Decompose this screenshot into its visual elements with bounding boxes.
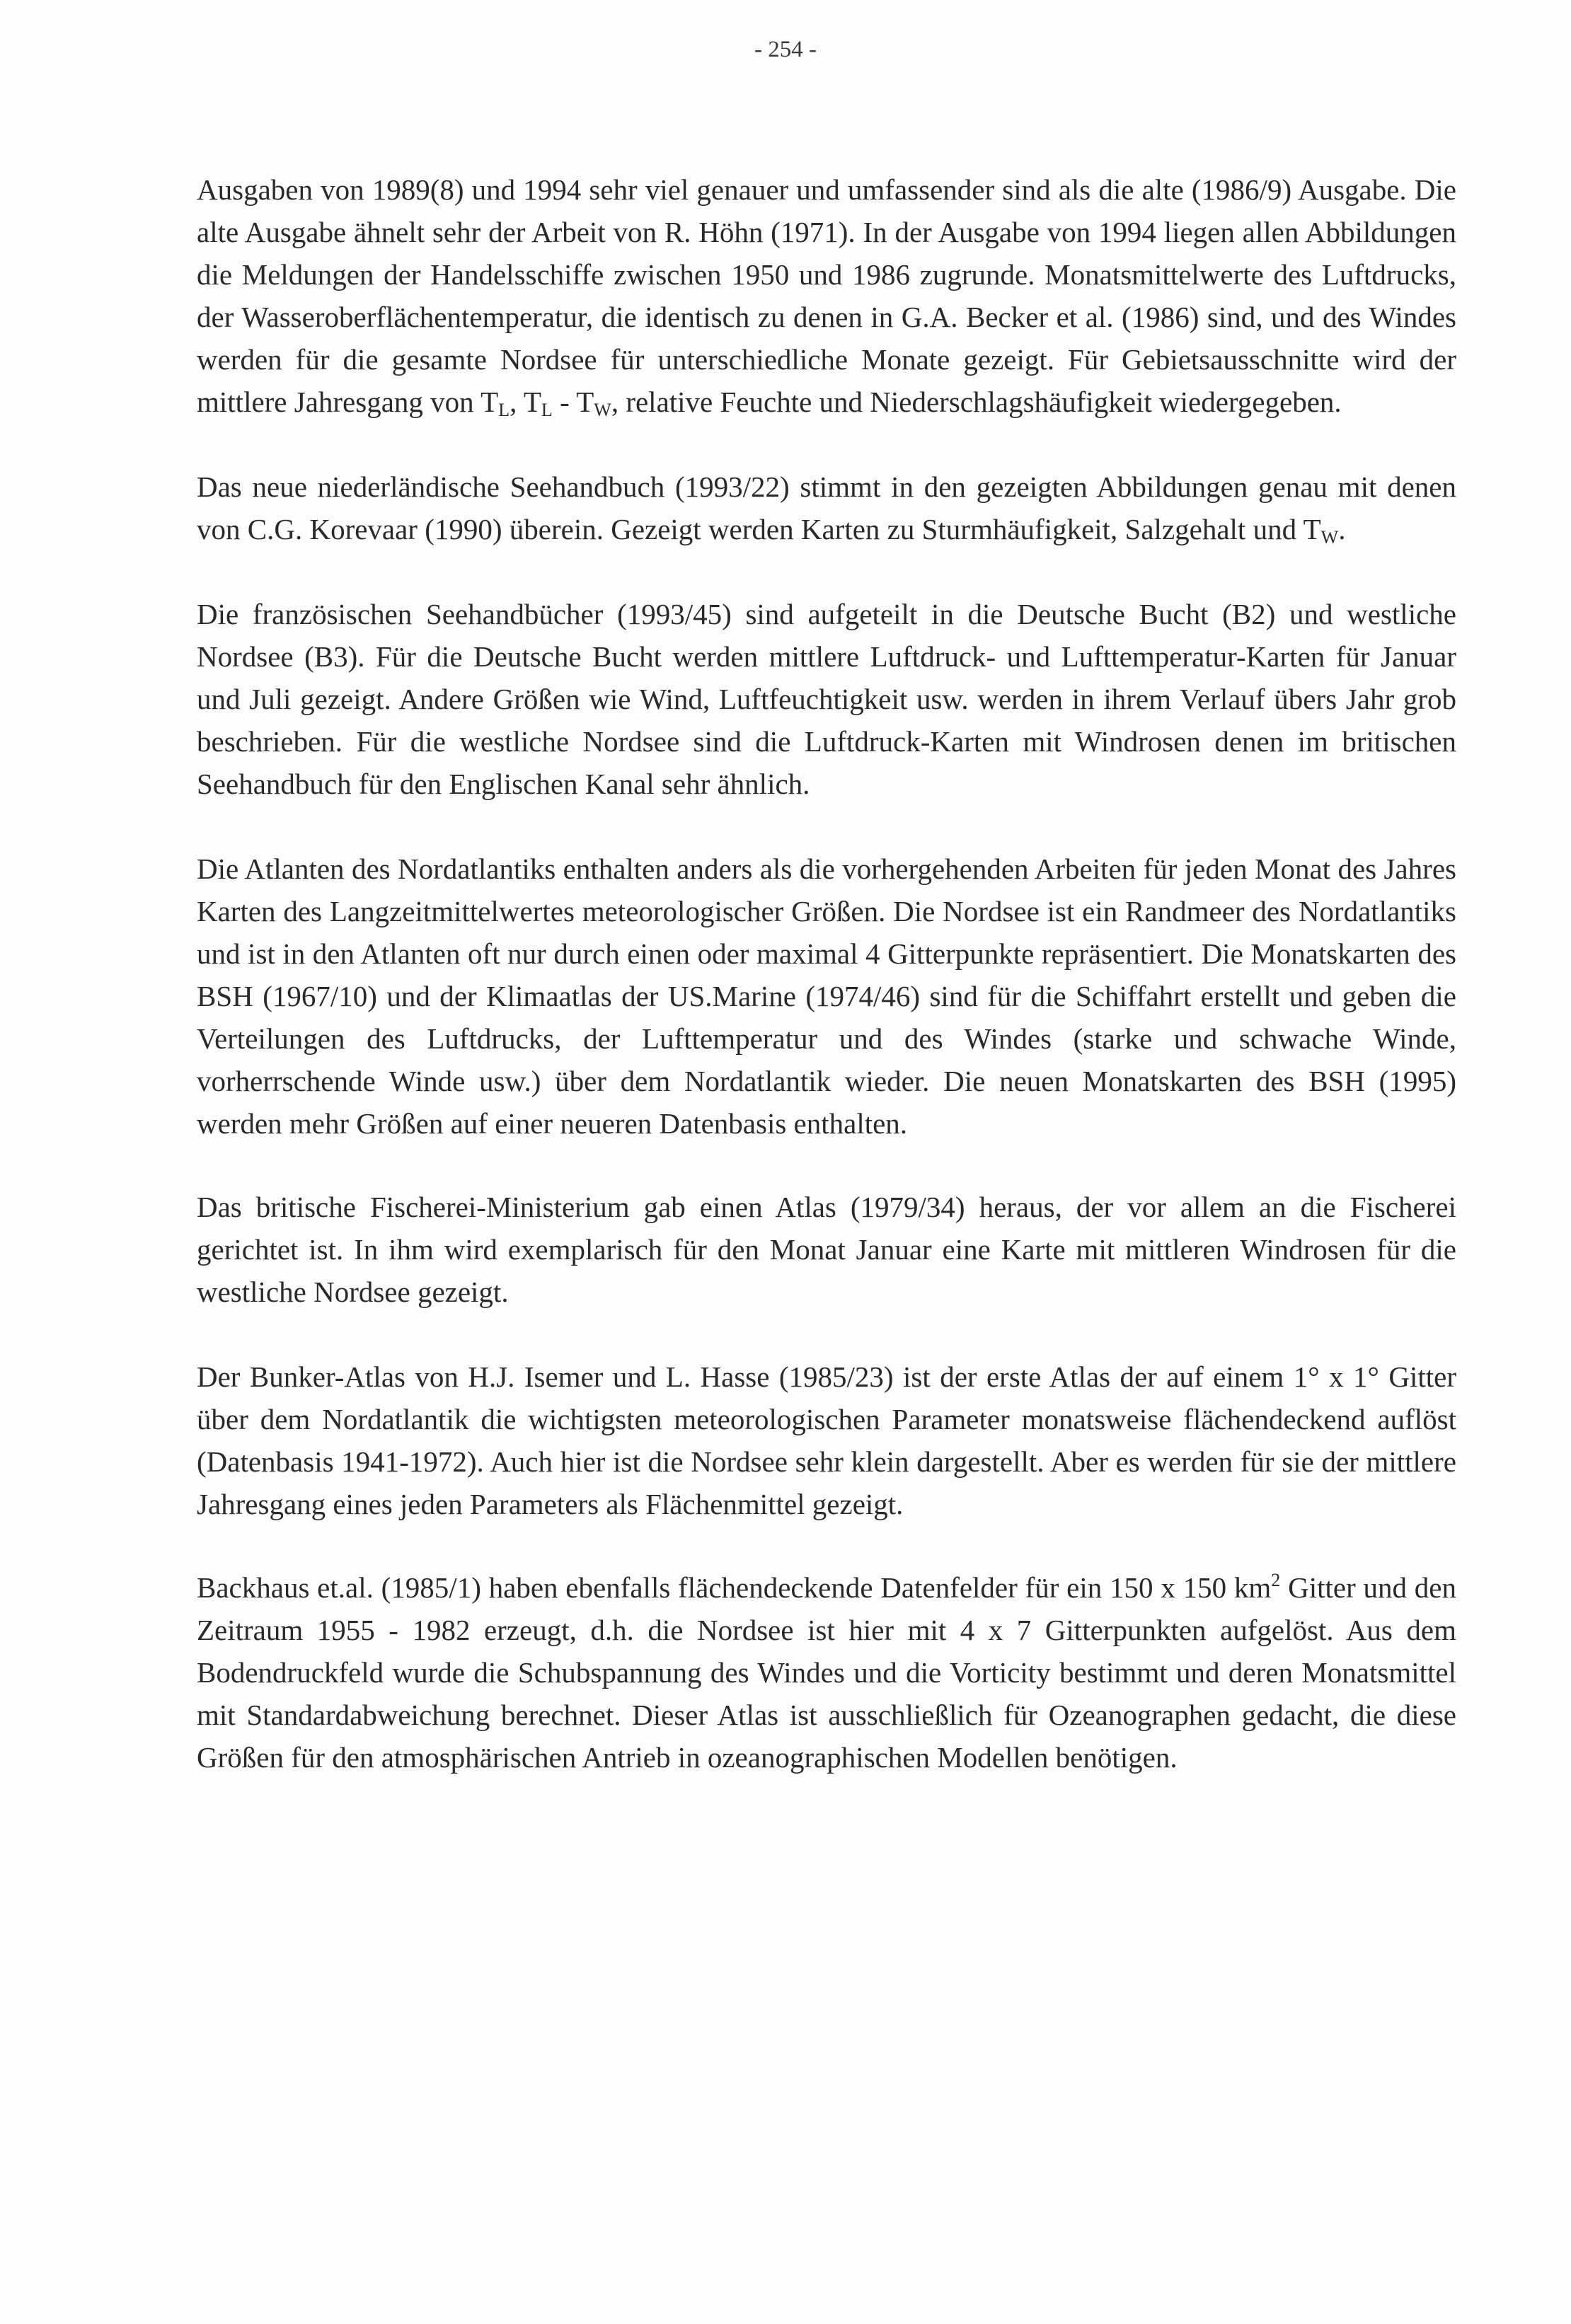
subscript: L [541,400,553,420]
text-body [197,168,1456,1821]
paragraph-text: - T [552,386,594,418]
paragraph-atlanten: Die Atlanten des Nordatlantiks enthalten anders als die vorhergehenden Arbeiten für jeden Monat des Jahres Karten des Langzeitmittelwertes meteorologischer Größen. Die Nordsee ist ein Randmeer des Nordatlantiks und ist in den Atlanten oft nur durch einen oder maximal 4 Gitterpunkte repräsentiert. Die Monatskarten des BSH (1967/10) und der Klimaatlas der US.Marine (1974/46) sind für die Schiffahrt erstellt und geben die Verteilungen des Luftdrucks, der Lufttemperatur und des Windes (starke und schwache Winde, vorherrschende Winde usw.) über dem Nordatlantik wieder. Die neuen Monatskarten des BSH (1995) werden mehr Größen auf einer neueren Datenbasis enthalten. [197,852,1456,1140]
paragraph-bunker-atlas: Der Bunker-Atlas von H.J. Isemer und L. Hasse (1985/23) ist der erste Atlas der auf einem 1° x 1° Gitter über dem Nordatlantik die wichtigsten meteorologischen Parameter monatsweise flächendeckend auflöst (Datenbasis 1941-1972). Auch hier ist die Nordsee sehr klein dargestellt. Aber es werden für sie der mittlere Jahresgang eines jeden Parameters als Flächenmittel gezeigt. [197,1360,1456,1520]
paragraph-franzoesisch: Die französischen Seehandbücher (1993/45) sind aufgeteilt in die Deutsche Bucht (B2) und westliche Nordsee (B3). Für die Deutsche Bucht werden mittlere Luftdruck- und Lufttemperatur-Karten für Januar und Juli gezeigt. Andere Größen wie Wind, Luftfeuchtigkeit usw. werden in ihrem Verlauf übers Jahr grob beschrieben. Für die westliche Nordsee sind die Luftdruck-Karten mit Windrosen denen im britischen Seehandbuch für den Englischen Kanal sehr ähnlich. [197,598,1456,800]
paragraph-ausgaben [197,168,1456,423]
superscript: 2 [1271,1570,1281,1590]
paragraph-text: Ausgaben von 1989(8) und 1994 sehr viel genauer und umfassender sind als die alte (1986/9) Ausgabe. Die alte Ausgabe ähnelt sehr der Arbeit von R. Höhn (1971). In der Ausgabe von 1994 liegen allen Abbildungen die Meldungen der Handelsschiffe zwischen 1950 und 1986 zugrunde. Monatsmittelwerte des Luftdrucks, der Wasseroberflächentemperatur, die identisch zu denen in G.A. Becker et al. (1986) sind, und des Windes werden für die gesamte Nordsee für unterschiedliche Monate gezeigt. Für Gebietsausschnitte wird der mittlere Jahresgang von T [197,173,1456,418]
subscript: L [498,400,510,420]
paragraph-text: , T [510,386,541,418]
paragraph-niederlaendisch [197,466,1456,550]
page-number: - 254 - [754,37,817,62]
paragraph-text: , relative Feuchte und Niederschlagshäufigkeit wiedergegeben. [611,386,1342,418]
paragraph-backhaus [197,1566,1456,1779]
paragraph-text: Das neue niederländische Seehandbuch (1993/22) stimmt in den gezeigten Abbildungen genau mit denen von C.G. Korevaar (1990) überein. Gezeigt werden Karten zu Sturmhäufigkeit, Salzgehalt und T [197,470,1456,545]
paragraph-text: Backhaus et.al. (1985/1) haben ebenfalls flächendeckende Datenfelder für ein 150 x 150 km [197,1571,1272,1604]
subscript: W [1320,527,1339,548]
paragraph-text: . [1338,513,1346,545]
paragraph-fischerei: Das britische Fischerei-Ministerium gab einen Atlas (1979/34) heraus, der vor allem an die Fischerei gerichtet ist. In ihm wird exemplarisch für den Monat Januar eine Karte mit mittleren Windrosen für die westliche Nordsee gezeigt. [197,1191,1456,1308]
paragraph-text: Gitter und den Zeitraum 1955 - 1982 erzeugt, d.h. die Nordsee ist hier mit 4 x 7 Gitterpunkten aufgelöst. Aus dem Bodendruckfeld wurde die Schubspannung des Windes und die Vorticity bestimmt und deren Monatsmittel mit Standardabweichung berechnet. Dieser Atlas ist ausschließlich für Ozeanographen gedacht, die diese Größen für den atmosphärischen Antrieb in ozeanographischen Modellen benötigen. [197,1571,1456,1774]
subscript: W [594,400,611,420]
